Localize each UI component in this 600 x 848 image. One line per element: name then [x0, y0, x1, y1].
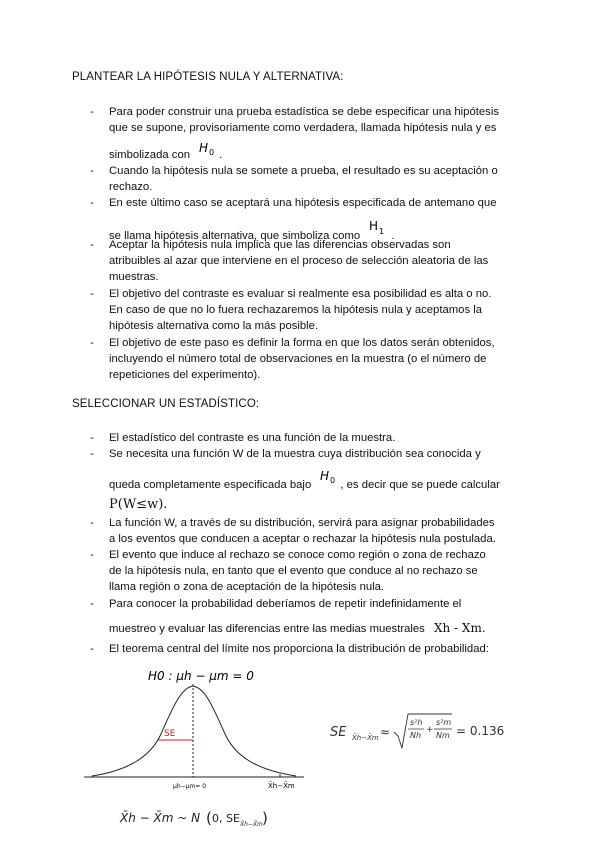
tick-center-label: μh−μm= 0 — [173, 783, 207, 790]
section-heading-hypothesis: PLANTEAR LA HIPÓTESIS NULA Y ALTERNATIVA: — [72, 71, 344, 83]
tick-right-label: X̄h−X̄m — [268, 782, 295, 790]
se-label: SE — [164, 729, 176, 739]
se-formula — [330, 714, 504, 748]
h0-symbol — [199, 142, 219, 158]
svg-text:H: H — [369, 219, 379, 233]
svg-text:): ) — [262, 809, 268, 827]
mean-difference-symbol: Xh - Xm. — [433, 621, 486, 635]
svg-text:0: 0 — [330, 476, 336, 485]
svg-text:≈: ≈ — [380, 725, 391, 739]
list-item: - Para poder construir una prueba estadística se debe especificar una hipótesis que se supone, provisoriamente como verdadera, llamada hipótesis nula y es simbolizada con H 0 . — [90, 106, 499, 161]
bell-curve — [92, 686, 296, 776]
svg-text:1: 1 — [379, 227, 385, 236]
section-heading-statistic: SELECCIONAR UN ESTADÍSTICO: — [72, 398, 260, 410]
svg-text:(: ( — [206, 809, 212, 827]
h1-symbol — [369, 219, 391, 237]
svg-text:s²h: s²h — [410, 718, 423, 727]
svg-text:+: + — [426, 725, 434, 735]
svg-text:H: H — [199, 142, 209, 155]
svg-text:H: H — [320, 470, 330, 483]
svg-text:Nm: Nm — [436, 731, 450, 740]
svg-text:Nh: Nh — [410, 731, 422, 740]
svg-text:0, SE: 0, SE — [212, 812, 240, 825]
document-page: PLANTEAR LA HIPÓTESIS NULA Y ALTERNATIVA: - Para poder construir una prueba estadística se debe especificar una hipótesis que se supone, provisoriamente como verdadera, llamada hipótesis nula y es simbolizada con H 0 . - Cuando la hipótesis nula se somete a prueba, el resultado es su aceptación o rechazo. - En este último caso se aceptará una hipótesis especificada de antemano que se llama hipótesis alternativa, que simboliza como H 1 . - Aceptar la hipótesis nula implica que las diferencias observadas son atribuibles al azar que interviene en el proceso de selección aleatoria de las muestras. - El objetivo del contraste es evaluar si realmente esa posibilidad es alta o no. En caso de que no lo fuera rechazaremos la hipótesis nula y aceptamos la hipótesis alternativa como la más posible. - El objetivo de este paso es definir la forma en que los datos serán obtenidos, incluyendo el número total de observaciones en la muestra (o el número de repeticiones del experimento). SELECCIONAR UN ESTADÍSTICO: - El estadístico del contraste es una función de la muestra. - Se necesita una función W de la muestra cuya distribución sea conocida y queda completamente especificada bajo H 0 , es decir que se puede calcular P(W≤w). - La función W, a través de su distribución, servirá para asignar probabilidades a los eventos que conducen a aceptar o rechazar la hipótesis nula postulada. - El evento que induce al rechazo se conoce como región o zona de rechazo de la hipótesis nula, en tanto que el evento que conduce al no rechazo se llama región o zona de aceptación de la hipótesis nula. - Para conocer la probabilidad deberíamos de repetir indefinidamente el muestreo y evaluar las diferencias entre las medias muestrales Xh - Xm. - El teorema central del límite nos proporciona la distribución de probabilidad: H0 : μh − μm = 0 SE μh−μm= 0 X̄h−X̄m SE X̄h−X̄m ≈ s²h Nh + s²m Nm = 0.136 X̄h − X̄m ~ N ( 0, SE X̄h−X̄m ) — [0, 0, 600, 848]
svg-text:X̄h − X̄m ~ N: X̄h − X̄m ~ N — [120, 811, 201, 825]
svg-text:X̄h−X̄m: X̄h−X̄m — [352, 734, 379, 742]
svg-text:X̄h−X̄m: X̄h−X̄m — [240, 821, 263, 828]
svg-text:s²m: s²m — [436, 718, 452, 727]
null-hypothesis-label: H0 : μh − μm = 0 — [148, 669, 254, 683]
svg-text:SE: SE — [330, 725, 347, 740]
se-value: = 0.136 — [456, 724, 505, 738]
probability-expression: P(W≤w). — [109, 497, 168, 512]
h0-symbol — [320, 470, 340, 486]
svg-text:0: 0 — [209, 148, 215, 157]
sampling-distribution-formula — [119, 809, 268, 828]
normal-distribution-figure — [0, 658, 600, 848]
